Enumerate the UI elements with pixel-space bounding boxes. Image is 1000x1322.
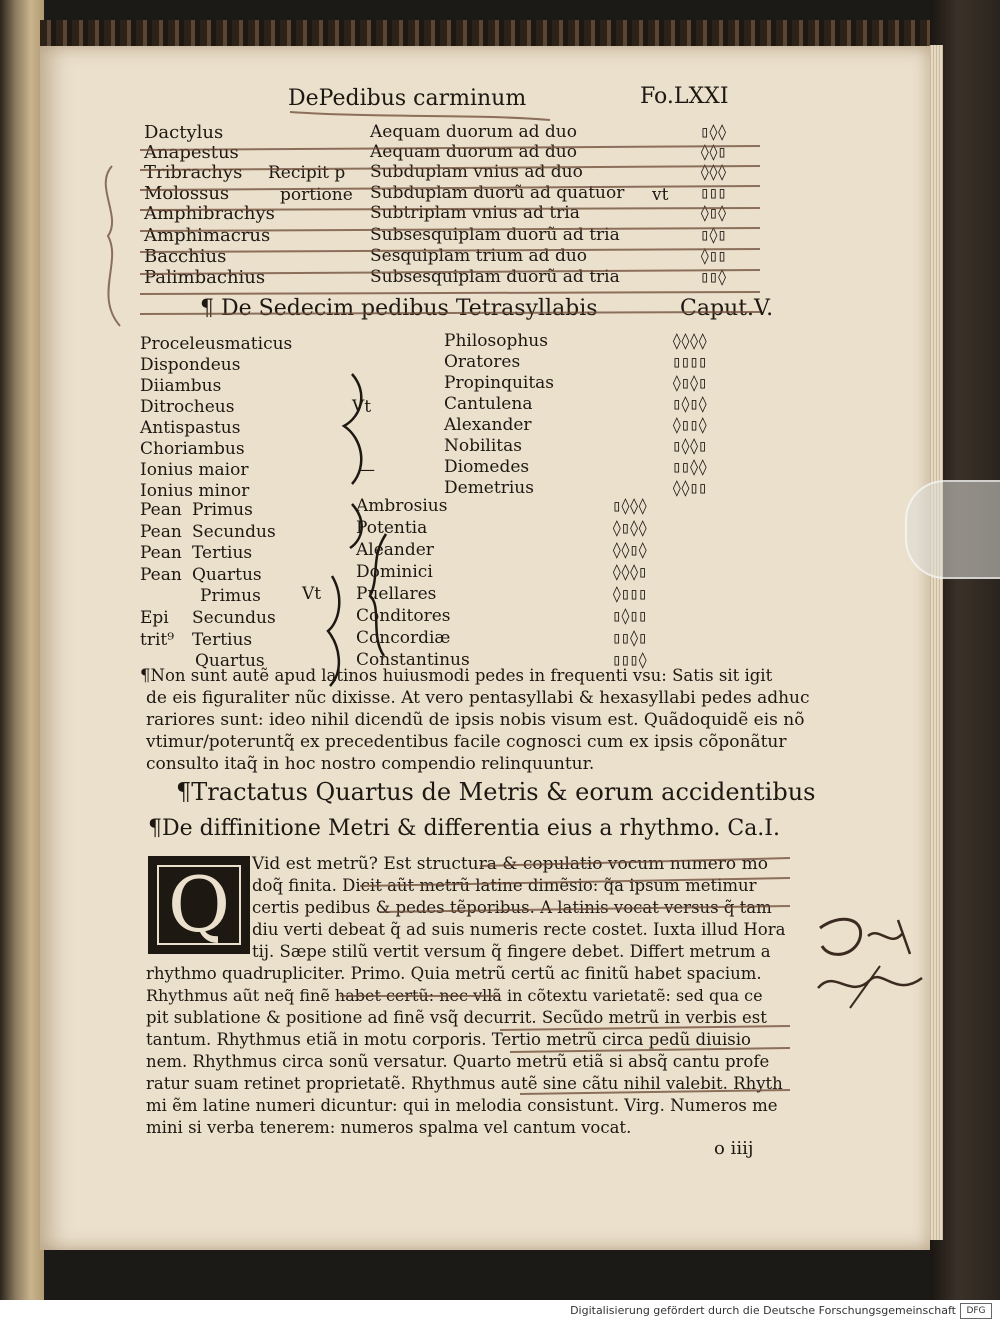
example-word: Conditores — [356, 606, 451, 626]
meter-pattern: ◊▯▯◊ — [672, 415, 707, 434]
text-line: Vid est metrũ? Est structura & copulatio vocum numero mo — [252, 854, 768, 874]
text-line: tantum. Rhythmus etiã in motu corporis. Tertio metrũ circa pedũ diuisio — [146, 1030, 751, 1049]
foot-name: Dactylus — [144, 122, 224, 143]
meter-pattern: ◊▯◊◊ — [612, 518, 647, 537]
foot-ordinal: Secundus — [192, 522, 276, 542]
foot-name: Antispastus — [140, 418, 241, 438]
meter-pattern: ◊▯▯ — [700, 246, 726, 265]
example-word: Constantinus — [356, 650, 470, 670]
foot-name: Anapestus — [144, 142, 239, 163]
foot-ordinal: Tertius — [192, 543, 253, 563]
meter-pattern: ◊◊◊◊ — [672, 331, 707, 350]
meter-pattern: ◊◊▯ — [700, 142, 726, 161]
pilcrow-icon: ¶ — [200, 296, 214, 321]
tractatus-heading: ¶Tractatus Quartus de Metris & eorum accidentibus — [176, 778, 816, 806]
meter-pattern: ◊◊◊▯ — [612, 562, 647, 581]
foot-name: Amphimacrus — [144, 225, 271, 246]
foot-name: Amphibrachys — [144, 203, 275, 224]
text-line: ¶Non sunt autẽ apud latinos huiusmodi pedes in frequenti vsu: Satis sit igit — [140, 666, 773, 685]
foot-group: Pean — [140, 565, 182, 585]
text-line: ratur suam retinet proprietatẽ. Rhythmus autẽ sine cãtu nihil valebit. Rhyth — [146, 1074, 783, 1093]
signature-mark: o iiij — [714, 1138, 754, 1159]
text-line: tij. Sæpe stilũ vertit versum q̃ fingere debet. Differt metrum a — [252, 942, 771, 961]
meter-pattern: ▯▯◊▯ — [612, 628, 647, 647]
meter-pattern: ▯▯▯▯ — [672, 352, 707, 371]
proportion: Subtriplam vnius ad tria — [370, 203, 580, 223]
foot-name: Ditrocheus — [140, 397, 235, 417]
proportion: Sesquiplam trium ad duo — [370, 246, 588, 266]
vt-label: Vt — [302, 584, 322, 604]
foot-name: Dispondeus — [140, 355, 241, 375]
footer-bar — [0, 1300, 1000, 1322]
portione-label: portione — [280, 185, 353, 205]
meter-pattern: ▯◊◊ — [700, 122, 726, 141]
meter-pattern: ▯◊▯◊ — [672, 394, 707, 413]
example-word: Potentia — [356, 518, 428, 538]
example-word: Oratores — [444, 352, 521, 372]
meter-pattern: ▯▯▯ — [700, 183, 726, 202]
meter-pattern: ▯◊◊◊ — [612, 496, 647, 515]
foot-name: Ionius minor — [140, 481, 250, 501]
dash-mark: — — [358, 460, 375, 480]
example-word: Nobilitas — [444, 436, 522, 456]
foot-group: Epi — [140, 608, 169, 628]
proportion: Aequam duorum ad duo — [370, 122, 577, 142]
text-line: pit sublatione & positione ad finẽ vsq̃ decurrit. Secũdo metrũ in verbis est — [146, 1008, 767, 1027]
proportion: Subduplam duorũ ad quatuor — [370, 183, 625, 203]
example-word: Diomedes — [444, 457, 530, 477]
example-word: Cantulena — [444, 394, 533, 414]
text-line: rhythmo quadrupliciter. Primo. Quia metrũ certũ ac finitũ habet spacium. — [146, 964, 762, 983]
meter-pattern: ▯◊▯ — [700, 225, 726, 244]
text-line: mi ẽm latine numeri dicuntur: qui in melodia consistunt. Virg. Numeros me — [146, 1096, 778, 1115]
meter-pattern: ◊◊▯◊ — [612, 540, 647, 559]
example-word: Dominici — [356, 562, 433, 582]
vt-label: Vt — [352, 397, 372, 417]
text-line: de eis figuraliter nũc dixisse. At vero pentasyllabi & hexasyllabi pedes adhuc — [146, 688, 810, 708]
foot-group: Pean — [140, 522, 182, 542]
example-word: Philosophus — [444, 331, 548, 351]
text-line: vtimur/poteruntq̃ ex precedentibus facile cognosci cum ex ipsis cõponãtur — [146, 732, 787, 752]
foot-ordinal: Secundus — [192, 608, 276, 628]
example-word: Ambrosius — [356, 496, 448, 516]
page-clip — [905, 480, 1000, 579]
caput-label: Caput.V. — [680, 296, 774, 321]
meter-pattern: ◊▯▯▯ — [612, 584, 647, 603]
meter-pattern: ▯◊▯▯ — [612, 606, 647, 625]
text-line: nem. Rhythmus circa sonũ versatur. Quarto metrũ etiã si absq̃ cantu profe — [146, 1052, 770, 1071]
text-line: certis pedibus & pedes tẽporibus. A latinis vocat versus q̃ tam — [252, 898, 772, 917]
meter-pattern: ▯▯▯◊ — [612, 650, 647, 669]
initial-letter: Q — [167, 860, 231, 949]
foot-group: trit⁹ — [140, 630, 175, 650]
pilcrow-icon: ¶ — [176, 778, 192, 806]
book-spine — [0, 0, 44, 1300]
example-word: Concordiæ — [356, 628, 451, 648]
meter-pattern: ◊◊▯▯ — [672, 478, 707, 497]
meter-pattern: ◊◊◊ — [700, 162, 726, 181]
text-line: diu verti debeat q̃ ad suis numeris recte costet. Iuxta illud Hora — [252, 920, 786, 939]
meter-pattern: ◊▯◊ — [700, 203, 726, 222]
pilcrow-icon: ¶ — [140, 666, 151, 685]
funding-credit: Digitalisierung gefördert durch die Deutsche Forschungsgemeinschaft — [570, 1304, 956, 1317]
recipit-label: Recipit p — [268, 163, 346, 183]
vt-label: vt — [652, 185, 669, 205]
foot-name: Proceleusmaticus — [140, 334, 293, 354]
dfg-logo: DFG — [960, 1303, 992, 1319]
rubric-strokes — [100, 86, 870, 1146]
foot-ordinal: Primus — [200, 586, 261, 606]
example-word: Alexander — [444, 415, 532, 435]
foot-ordinal: Quartus — [192, 565, 262, 585]
foot-ordinal: Primus — [192, 500, 253, 520]
text-line: doq̃ finita. Dicit aũt metrũ latine dimẽsio: q̃a ipsum metimur — [252, 876, 757, 895]
text-line: mini si verba tenerem: numeros spalma vel cantum vocat. — [146, 1118, 632, 1137]
example-word: Puellares — [356, 584, 437, 604]
meter-pattern: ▯▯◊ — [700, 267, 726, 286]
foot-name: Bacchius — [144, 246, 227, 267]
proportion: Subduplam vnius ad duo — [370, 162, 583, 182]
meter-pattern: ▯▯◊◊ — [672, 457, 707, 476]
foot-group: Pean — [140, 500, 182, 520]
meter-pattern: ◊▯◊▯ — [672, 373, 707, 392]
folio-number: Fo.LXXI — [640, 84, 729, 109]
foot-name: Choriambus — [140, 439, 245, 459]
proportion: Subsesquiplam duorũ ad tria — [370, 225, 620, 245]
section-heading: ¶ De Sedecim pedibus Tetrasyllabis — [200, 296, 598, 321]
foot-name: Molossus — [144, 183, 230, 204]
foot-ordinal: Quartus — [195, 651, 265, 671]
meter-pattern: ▯◊◊▯ — [672, 436, 707, 455]
example-word: Aleander — [356, 540, 434, 560]
foot-ordinal: Tertius — [192, 630, 253, 650]
foot-name: Tribrachys — [144, 162, 243, 183]
foot-name: Ionius maior — [140, 460, 249, 480]
pilcrow-icon: ¶ — [148, 816, 162, 841]
text-line: Rhythmus aũt neq̃ finẽ habet certũ: nec vllã in cõtextu varietatẽ: sed qua ce — [146, 986, 763, 1005]
example-word: Demetrius — [444, 478, 534, 498]
book-page — [40, 46, 930, 1250]
running-title: DePedibus carminum — [288, 86, 527, 111]
example-word: Propinquitas — [444, 373, 555, 393]
text-line: rariores sunt: ideo nihil dicendũ de ipsis nobis visum est. Quãdoquidẽ eis nõ — [146, 710, 805, 730]
text-line: consulto itaq̃ in hoc nostro compendio relinquuntur. — [146, 754, 595, 774]
proportion: Aequam duorum ad duo — [370, 142, 577, 162]
chapter-heading: ¶De diffinitione Metri & differentia eius a rhythmo. Ca.I. — [148, 816, 780, 841]
proportion: Subsesquiplam duorũ ad tria — [370, 267, 620, 287]
foot-name: Palimbachius — [144, 267, 266, 288]
foot-name: Diiambus — [140, 376, 222, 396]
foot-group: Pean — [140, 543, 182, 563]
